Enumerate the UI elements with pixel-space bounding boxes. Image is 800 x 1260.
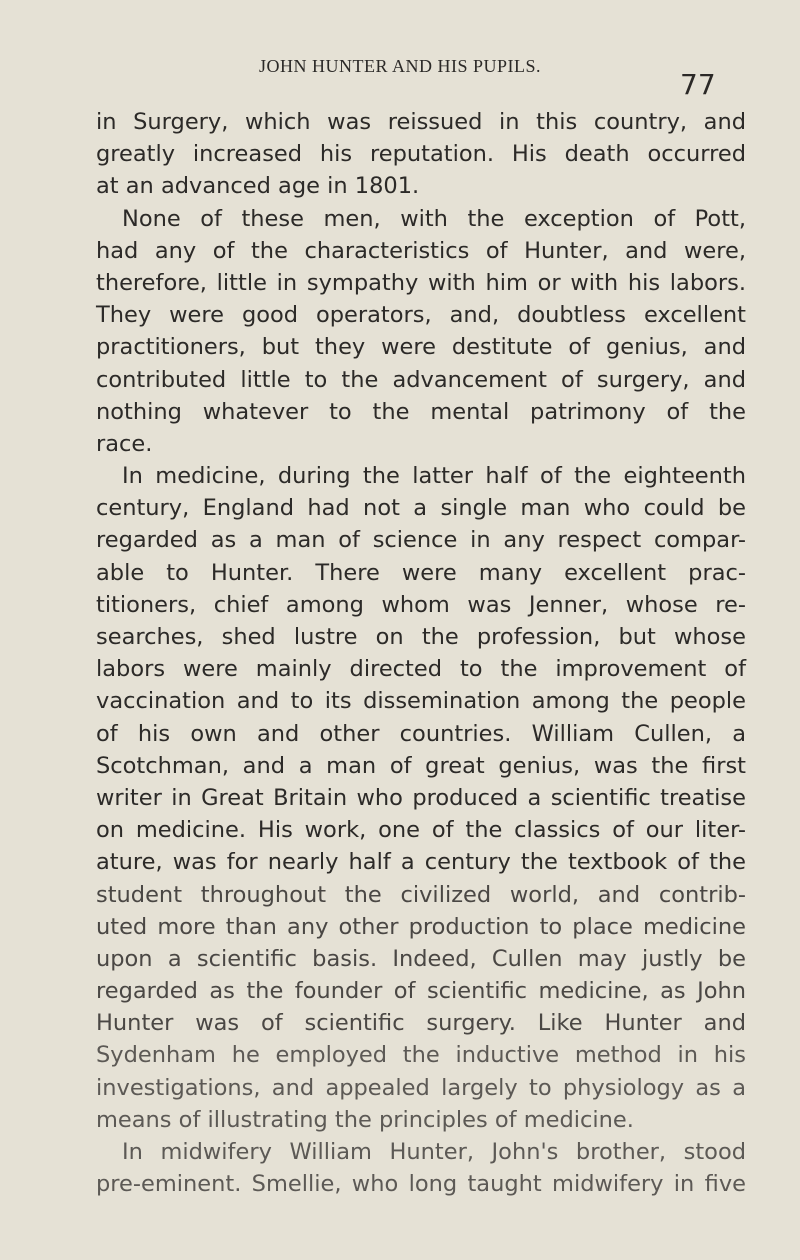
text-line: century, England had not a single man who could be: [96, 495, 746, 522]
text-line: In midwifery William Hunter, John's brother, stood: [122, 1139, 746, 1165]
text-line: nothing whatever to the mental patrimony of the: [96, 398, 746, 425]
text-line: contributed little to the advancement of surgery, and: [96, 366, 746, 393]
text-line: They were good operators, and, doubtless excellent: [96, 302, 746, 329]
text-line: writer in Great Britain who produced a scientific treatise: [96, 784, 746, 811]
text-line: labors were mainly directed to the improvement of: [96, 656, 746, 683]
text-line: Hunter was of scientific surgery. Like Hunter and: [96, 1010, 746, 1037]
text-line: vaccination and to its dissemination among the people: [96, 688, 746, 715]
running-head: JOHN HUNTER AND HIS PUPILS.: [258, 56, 542, 76]
body-text: [96, 106, 746, 1200]
text-line: able to Hunter. There were many excellent prac-: [96, 559, 746, 586]
text-line: ature, was for nearly half a century the textbook of the: [96, 849, 746, 876]
text-line: of his own and other countries. William Cullen, a: [96, 720, 746, 747]
text-line: means of illustrating the principles of medicine.: [96, 1106, 634, 1133]
text-line: greatly increased his reputation. His death occurred: [96, 141, 746, 168]
text-line: In medicine, during the latter half of the eighteenth: [122, 463, 746, 490]
text-line: therefore, little in sympathy with him or with his labors.: [96, 269, 746, 296]
text-line: had any of the characteristics of Hunter, and were,: [96, 237, 746, 264]
text-line: investigations, and appealed largely to physiology as a: [96, 1074, 746, 1101]
text-line: searches, shed lustre on the profession, but whose: [96, 624, 746, 650]
text-line: on medicine. His work, one of the classics of our liter-: [96, 817, 746, 844]
text-line: titioners, chief among whom was Jenner, whose re-: [96, 591, 746, 618]
text-line: student throughout the civilized world, and contrib-: [96, 881, 746, 908]
text-line: at an advanced age in 1801.: [96, 173, 420, 200]
text-line: in Surgery, which was reissued in this country, and: [96, 109, 746, 135]
text-line: regarded as a man of science in any respect compar-: [96, 527, 746, 554]
text-line: Sydenham he employed the inductive method in his: [96, 1042, 746, 1069]
text-line: practitioners, but they were destitute of genius, and: [96, 334, 746, 361]
text-line: regarded as the founder of scientific medicine, as John: [96, 978, 746, 1005]
text-line: upon a scientific basis. Indeed, Cullen may justly be: [96, 945, 746, 972]
text-line: None of these men, with the exception of Pott,: [122, 205, 746, 232]
text-line: Scotchman, and a man of great genius, was the first: [96, 752, 746, 779]
text-line: uted more than any other production to place medicine: [96, 913, 746, 940]
text-line: pre-eminent. Smellie, who long taught midwifery in five: [96, 1171, 746, 1198]
page-number: 77: [680, 68, 716, 101]
text-line: race.: [96, 430, 153, 457]
